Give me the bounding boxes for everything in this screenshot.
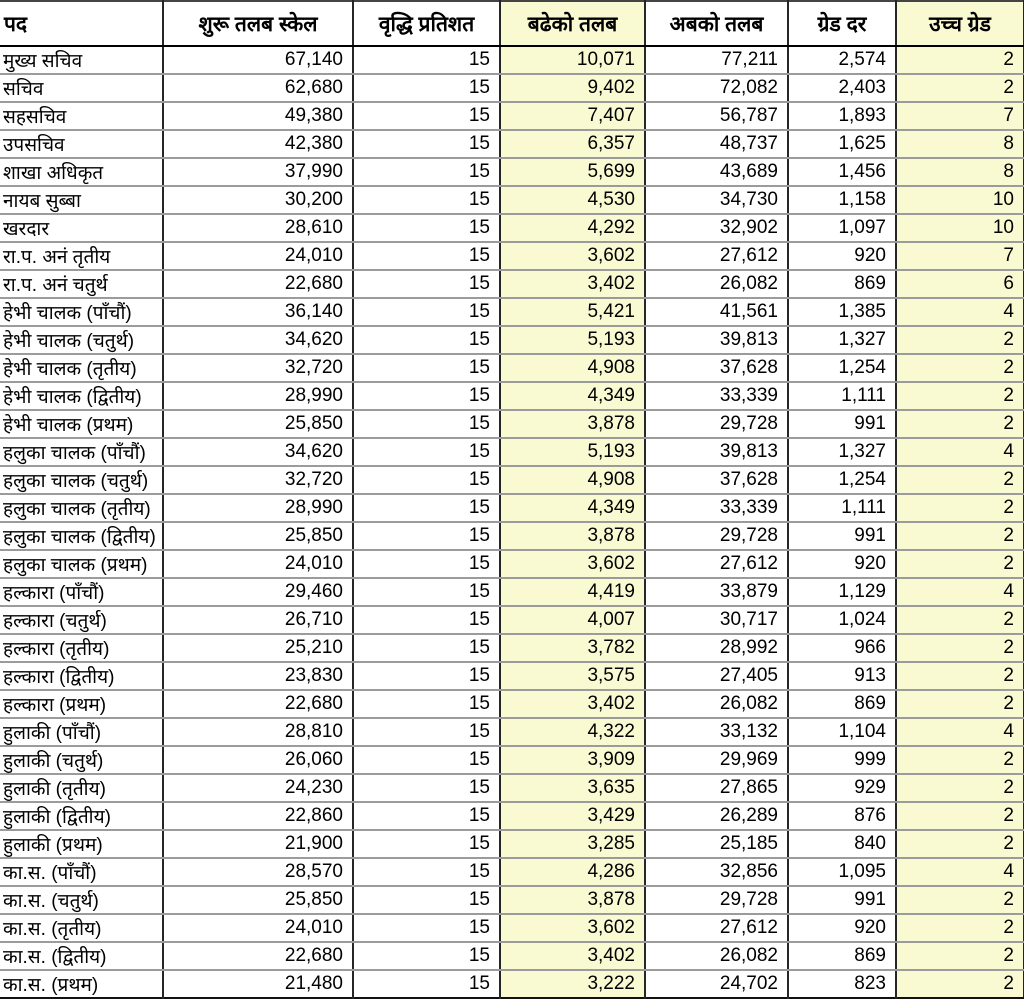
- value-cell: 15: [353, 550, 500, 578]
- value-cell: 30,200: [163, 186, 353, 214]
- value-cell: 2: [896, 634, 1024, 662]
- value-cell: 72,082: [645, 74, 788, 102]
- table-row: [0, 634, 1024, 662]
- table-row: [0, 214, 1024, 242]
- value-cell: 4,007: [500, 606, 645, 634]
- value-cell: 3,222: [500, 970, 645, 998]
- column-header-badheko-talab: बढेको तलब: [500, 1, 645, 46]
- position-cell: का.स. (तृतीय): [0, 914, 163, 942]
- value-cell: 15: [353, 466, 500, 494]
- value-cell: 27,612: [645, 550, 788, 578]
- value-cell: 37,628: [645, 466, 788, 494]
- position-cell: हेभी चालक (चतुर्थ): [0, 326, 163, 354]
- value-cell: 10,071: [500, 46, 645, 74]
- value-cell: 36,140: [163, 298, 353, 326]
- position-cell: हलुका चालक (तृतीय): [0, 494, 163, 522]
- value-cell: 32,720: [163, 354, 353, 382]
- table-row: [0, 242, 1024, 270]
- value-cell: 991: [788, 522, 896, 550]
- value-cell: 15: [353, 606, 500, 634]
- column-header-pad: पद: [0, 1, 163, 46]
- value-cell: 1,158: [788, 186, 896, 214]
- value-cell: 2: [896, 74, 1024, 102]
- position-cell: हेभी चालक (पाँचौं): [0, 298, 163, 326]
- header-row: [0, 1, 1024, 46]
- value-cell: 6,357: [500, 130, 645, 158]
- table-row: [0, 102, 1024, 130]
- value-cell: 1,129: [788, 578, 896, 606]
- table-row: [0, 942, 1024, 970]
- value-cell: 15: [353, 438, 500, 466]
- value-cell: 43,689: [645, 158, 788, 186]
- table-row: [0, 354, 1024, 382]
- value-cell: 15: [353, 298, 500, 326]
- table-row: [0, 746, 1024, 774]
- value-cell: 27,865: [645, 774, 788, 802]
- value-cell: 15: [353, 522, 500, 550]
- table-row: [0, 690, 1024, 718]
- value-cell: 2: [896, 522, 1024, 550]
- value-cell: 991: [788, 886, 896, 914]
- value-cell: 2: [896, 886, 1024, 914]
- value-cell: 22,680: [163, 942, 353, 970]
- value-cell: 3,602: [500, 242, 645, 270]
- table-row: [0, 858, 1024, 886]
- position-cell: हेभी चालक (द्वितीय): [0, 382, 163, 410]
- value-cell: 2: [896, 746, 1024, 774]
- value-cell: 32,856: [645, 858, 788, 886]
- position-cell: सहसचिव: [0, 102, 163, 130]
- value-cell: 33,132: [645, 718, 788, 746]
- value-cell: 15: [353, 718, 500, 746]
- value-cell: 33,339: [645, 382, 788, 410]
- value-cell: 6: [896, 270, 1024, 298]
- value-cell: 15: [353, 214, 500, 242]
- value-cell: 4,530: [500, 186, 645, 214]
- value-cell: 2: [896, 382, 1024, 410]
- value-cell: 840: [788, 830, 896, 858]
- value-cell: 7: [896, 242, 1024, 270]
- value-cell: 28,992: [645, 634, 788, 662]
- value-cell: 24,010: [163, 914, 353, 942]
- value-cell: 4,419: [500, 578, 645, 606]
- value-cell: 15: [353, 690, 500, 718]
- value-cell: 1,385: [788, 298, 896, 326]
- value-cell: 22,680: [163, 270, 353, 298]
- value-cell: 2: [896, 606, 1024, 634]
- value-cell: 37,628: [645, 354, 788, 382]
- value-cell: 23,830: [163, 662, 353, 690]
- value-cell: 15: [353, 46, 500, 74]
- value-cell: 24,230: [163, 774, 353, 802]
- value-cell: 15: [353, 970, 500, 998]
- value-cell: 32,902: [645, 214, 788, 242]
- value-cell: 5,699: [500, 158, 645, 186]
- value-cell: 39,813: [645, 326, 788, 354]
- value-cell: 15: [353, 382, 500, 410]
- value-cell: 4: [896, 578, 1024, 606]
- value-cell: 30,717: [645, 606, 788, 634]
- position-cell: हल्कारा (द्वितीय): [0, 662, 163, 690]
- value-cell: 1,111: [788, 382, 896, 410]
- value-cell: 3,635: [500, 774, 645, 802]
- value-cell: 15: [353, 242, 500, 270]
- value-cell: 876: [788, 802, 896, 830]
- value-cell: 29,728: [645, 886, 788, 914]
- value-cell: 10: [896, 214, 1024, 242]
- value-cell: 5,193: [500, 326, 645, 354]
- value-cell: 2: [896, 662, 1024, 690]
- value-cell: 869: [788, 690, 896, 718]
- table-row: [0, 186, 1024, 214]
- value-cell: 2,574: [788, 46, 896, 74]
- table-row: [0, 550, 1024, 578]
- value-cell: 2: [896, 46, 1024, 74]
- position-cell: हल्कारा (चतुर्थ): [0, 606, 163, 634]
- value-cell: 929: [788, 774, 896, 802]
- value-cell: 4,292: [500, 214, 645, 242]
- table-row: [0, 830, 1024, 858]
- table-row: [0, 578, 1024, 606]
- value-cell: 42,380: [163, 130, 353, 158]
- value-cell: 28,810: [163, 718, 353, 746]
- value-cell: 1,625: [788, 130, 896, 158]
- position-cell: हेभी चालक (प्रथम): [0, 410, 163, 438]
- position-cell: हलुका चालक (पाँचौं): [0, 438, 163, 466]
- value-cell: 15: [353, 270, 500, 298]
- value-cell: 5,421: [500, 298, 645, 326]
- value-cell: 15: [353, 494, 500, 522]
- table-row: [0, 382, 1024, 410]
- value-cell: 49,380: [163, 102, 353, 130]
- value-cell: 28,990: [163, 382, 353, 410]
- value-cell: 24,010: [163, 550, 353, 578]
- value-cell: 15: [353, 914, 500, 942]
- value-cell: 15: [353, 830, 500, 858]
- value-cell: 25,850: [163, 410, 353, 438]
- table-row: [0, 774, 1024, 802]
- value-cell: 3,878: [500, 886, 645, 914]
- value-cell: 3,402: [500, 690, 645, 718]
- value-cell: 2: [896, 942, 1024, 970]
- value-cell: 15: [353, 802, 500, 830]
- value-cell: 41,561: [645, 298, 788, 326]
- value-cell: 2: [896, 326, 1024, 354]
- value-cell: 29,460: [163, 578, 353, 606]
- column-header-briddhi-pratishat: वृद्धि प्रतिशत: [353, 1, 500, 46]
- value-cell: 26,710: [163, 606, 353, 634]
- value-cell: 29,728: [645, 522, 788, 550]
- table-row: [0, 802, 1024, 830]
- value-cell: 1,254: [788, 354, 896, 382]
- value-cell: 3,878: [500, 410, 645, 438]
- value-cell: 28,990: [163, 494, 353, 522]
- value-cell: 22,860: [163, 802, 353, 830]
- value-cell: 15: [353, 858, 500, 886]
- value-cell: 26,289: [645, 802, 788, 830]
- position-cell: खरदार: [0, 214, 163, 242]
- position-cell: हल्कारा (तृतीय): [0, 634, 163, 662]
- value-cell: 1,097: [788, 214, 896, 242]
- value-cell: 2: [896, 774, 1024, 802]
- value-cell: 920: [788, 242, 896, 270]
- value-cell: 25,850: [163, 886, 353, 914]
- value-cell: 25,185: [645, 830, 788, 858]
- position-cell: हलुका चालक (चतुर्थ): [0, 466, 163, 494]
- value-cell: 1,111: [788, 494, 896, 522]
- table-row: [0, 158, 1024, 186]
- position-cell: रा.प. अनं तृतीय: [0, 242, 163, 270]
- value-cell: 3,429: [500, 802, 645, 830]
- table-row: [0, 466, 1024, 494]
- value-cell: 4,349: [500, 382, 645, 410]
- position-cell: हुलाकी (चतुर्थ): [0, 746, 163, 774]
- value-cell: 1,104: [788, 718, 896, 746]
- position-cell: का.स. (प्रथम): [0, 970, 163, 998]
- value-cell: 67,140: [163, 46, 353, 74]
- position-cell: हेभी चालक (तृतीय): [0, 354, 163, 382]
- table-row: [0, 270, 1024, 298]
- position-cell: रा.प. अनं चतुर्थ: [0, 270, 163, 298]
- value-cell: 3,602: [500, 914, 645, 942]
- value-cell: 1,893: [788, 102, 896, 130]
- value-cell: 15: [353, 886, 500, 914]
- value-cell: 3,909: [500, 746, 645, 774]
- value-cell: 15: [353, 942, 500, 970]
- value-cell: 37,990: [163, 158, 353, 186]
- value-cell: 3,402: [500, 270, 645, 298]
- value-cell: 3,878: [500, 522, 645, 550]
- value-cell: 3,285: [500, 830, 645, 858]
- column-header-grade-dar: ग्रेड दर: [788, 1, 896, 46]
- value-cell: 28,610: [163, 214, 353, 242]
- value-cell: 25,210: [163, 634, 353, 662]
- value-cell: 15: [353, 326, 500, 354]
- value-cell: 1,327: [788, 326, 896, 354]
- position-cell: हुलाकी (पाँचौं): [0, 718, 163, 746]
- value-cell: 2: [896, 494, 1024, 522]
- position-cell: हलुका चालक (प्रथम): [0, 550, 163, 578]
- value-cell: 2: [896, 830, 1024, 858]
- value-cell: 4,286: [500, 858, 645, 886]
- value-cell: 2: [896, 354, 1024, 382]
- table-row: [0, 718, 1024, 746]
- value-cell: 1,095: [788, 858, 896, 886]
- value-cell: 3,782: [500, 634, 645, 662]
- value-cell: 15: [353, 130, 500, 158]
- value-cell: 34,620: [163, 326, 353, 354]
- value-cell: 4: [896, 718, 1024, 746]
- value-cell: 966: [788, 634, 896, 662]
- table-row: [0, 438, 1024, 466]
- value-cell: 34,730: [645, 186, 788, 214]
- value-cell: 15: [353, 158, 500, 186]
- position-cell: मुख्य सचिव: [0, 46, 163, 74]
- value-cell: 15: [353, 74, 500, 102]
- column-header-shuru-talab-scale: शुरू तलब स्केल: [163, 1, 353, 46]
- table-row: [0, 46, 1024, 74]
- value-cell: 9,402: [500, 74, 645, 102]
- value-cell: 32,720: [163, 466, 353, 494]
- value-cell: 3,602: [500, 550, 645, 578]
- value-cell: 2: [896, 550, 1024, 578]
- column-header-abko-talab: अबको तलब: [645, 1, 788, 46]
- value-cell: 62,680: [163, 74, 353, 102]
- value-cell: 3,402: [500, 942, 645, 970]
- table-row: [0, 74, 1024, 102]
- position-cell: हल्कारा (पाँचौं): [0, 578, 163, 606]
- value-cell: 1,024: [788, 606, 896, 634]
- value-cell: 2,403: [788, 74, 896, 102]
- value-cell: 8: [896, 130, 1024, 158]
- value-cell: 4: [896, 858, 1024, 886]
- table-row: [0, 522, 1024, 550]
- value-cell: 4,322: [500, 718, 645, 746]
- value-cell: 2: [896, 802, 1024, 830]
- value-cell: 4,908: [500, 466, 645, 494]
- position-cell: हुलाकी (तृतीय): [0, 774, 163, 802]
- value-cell: 33,339: [645, 494, 788, 522]
- table-row: [0, 494, 1024, 522]
- table-row: [0, 326, 1024, 354]
- value-cell: 27,612: [645, 242, 788, 270]
- position-cell: हुलाकी (द्वितीय): [0, 802, 163, 830]
- table-row: [0, 914, 1024, 942]
- value-cell: 33,879: [645, 578, 788, 606]
- value-cell: 4: [896, 298, 1024, 326]
- position-cell: शाखा अधिकृत: [0, 158, 163, 186]
- value-cell: 15: [353, 354, 500, 382]
- value-cell: 920: [788, 550, 896, 578]
- position-cell: उपसचिव: [0, 130, 163, 158]
- table-row: [0, 886, 1024, 914]
- column-header-uchcha-grade: उच्च ग्रेड: [896, 1, 1024, 46]
- table-row: [0, 970, 1024, 998]
- value-cell: 7: [896, 102, 1024, 130]
- value-cell: 26,082: [645, 942, 788, 970]
- value-cell: 920: [788, 914, 896, 942]
- position-cell: का.स. (पाँचौं): [0, 858, 163, 886]
- value-cell: 823: [788, 970, 896, 998]
- value-cell: 2: [896, 914, 1024, 942]
- value-cell: 5,193: [500, 438, 645, 466]
- value-cell: 10: [896, 186, 1024, 214]
- value-cell: 4,349: [500, 494, 645, 522]
- value-cell: 27,612: [645, 914, 788, 942]
- value-cell: 26,082: [645, 270, 788, 298]
- value-cell: 2: [896, 690, 1024, 718]
- value-cell: 25,850: [163, 522, 353, 550]
- value-cell: 56,787: [645, 102, 788, 130]
- value-cell: 991: [788, 410, 896, 438]
- value-cell: 77,211: [645, 46, 788, 74]
- value-cell: 24,702: [645, 970, 788, 998]
- value-cell: 39,813: [645, 438, 788, 466]
- value-cell: 15: [353, 102, 500, 130]
- value-cell: 15: [353, 186, 500, 214]
- value-cell: 2: [896, 466, 1024, 494]
- table-row: [0, 662, 1024, 690]
- value-cell: 1,327: [788, 438, 896, 466]
- position-cell: हुलाकी (प्रथम): [0, 830, 163, 858]
- position-cell: हलुका चालक (द्वितीय): [0, 522, 163, 550]
- value-cell: 26,082: [645, 690, 788, 718]
- table-row: [0, 130, 1024, 158]
- position-cell: का.स. (चतुर्थ): [0, 886, 163, 914]
- value-cell: 15: [353, 662, 500, 690]
- value-cell: 3,575: [500, 662, 645, 690]
- value-cell: 21,480: [163, 970, 353, 998]
- value-cell: 21,900: [163, 830, 353, 858]
- value-cell: 869: [788, 942, 896, 970]
- value-cell: 1,456: [788, 158, 896, 186]
- value-cell: 29,969: [645, 746, 788, 774]
- value-cell: 1,254: [788, 466, 896, 494]
- value-cell: 15: [353, 774, 500, 802]
- value-cell: 15: [353, 410, 500, 438]
- value-cell: 4: [896, 438, 1024, 466]
- position-cell: नायब सुब्बा: [0, 186, 163, 214]
- value-cell: 26,060: [163, 746, 353, 774]
- value-cell: 913: [788, 662, 896, 690]
- value-cell: 27,405: [645, 662, 788, 690]
- value-cell: 4,908: [500, 354, 645, 382]
- value-cell: 24,010: [163, 242, 353, 270]
- value-cell: 22,680: [163, 690, 353, 718]
- position-cell: का.स. (द्वितीय): [0, 942, 163, 970]
- value-cell: 8: [896, 158, 1024, 186]
- value-cell: 15: [353, 746, 500, 774]
- table-row: [0, 298, 1024, 326]
- table-row: [0, 410, 1024, 438]
- value-cell: 869: [788, 270, 896, 298]
- value-cell: 15: [353, 578, 500, 606]
- value-cell: 999: [788, 746, 896, 774]
- value-cell: 48,737: [645, 130, 788, 158]
- value-cell: 2: [896, 970, 1024, 998]
- value-cell: 2: [896, 410, 1024, 438]
- value-cell: 34,620: [163, 438, 353, 466]
- position-cell: सचिव: [0, 74, 163, 102]
- table-row: [0, 606, 1024, 634]
- value-cell: 28,570: [163, 858, 353, 886]
- position-cell: हल्कारा (प्रथम): [0, 690, 163, 718]
- value-cell: 15: [353, 634, 500, 662]
- value-cell: 29,728: [645, 410, 788, 438]
- value-cell: 7,407: [500, 102, 645, 130]
